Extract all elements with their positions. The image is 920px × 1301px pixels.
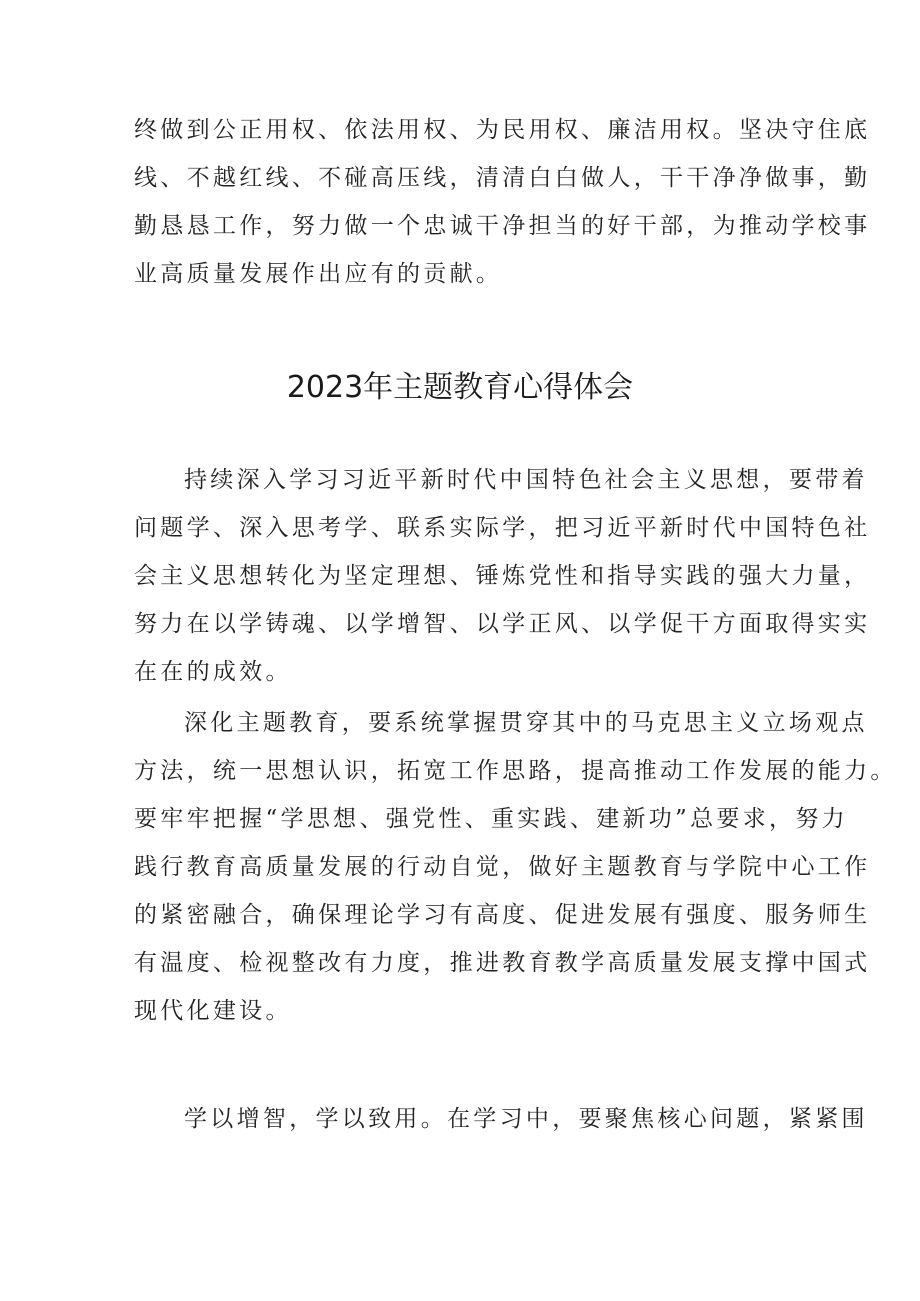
paragraph2-line-3: 要牢牢把握“学思想、强党性、重实践、建新功”总要求，努力: [134, 806, 848, 832]
intro-line-2: 线、不越红线、不碰高压线，清清白白做人，干干净净做事，勤: [134, 165, 871, 191]
paragraph3-line-1: 学以增智，学以致用。在学习中，要聚焦核心问题，紧紧围: [184, 1106, 868, 1132]
document-title: 2023年主题教育心得体会: [286, 370, 634, 405]
intro-line-3: 勤恳恳工作，努力做一个忠诚干净担当的好干部，为推动学校事: [134, 213, 871, 239]
intro-line-4: 业高质量发展作出应有的贡献。: [134, 261, 503, 287]
paragraph2-line-6: 有温度、检视整改有力度，推进教育教学高质量发展支撑中国式: [134, 950, 871, 976]
paragraph2-line-1: 深化主题教育，要系统掌握贯穿其中的马克思主义立场观点: [184, 710, 868, 736]
paragraph2-line-7: 现代化建设。: [134, 998, 292, 1024]
paragraph2-line-2: 方法，统一思想认识，拓宽工作思路，提高推动工作发展的能力。: [134, 758, 897, 784]
paragraph2-line-5: 的紧密融合，确保理论学习有高度、促进发展有强度、服务师生: [134, 902, 871, 928]
intro-line-1: 终做到公正用权、依法用权、为民用权、廉洁用权。坚决守住底: [134, 117, 871, 143]
paragraph1-line-2: 问题学、深入思考学、联系实际学，把习近平新时代中国特色社: [134, 515, 871, 541]
paragraph1-line-3: 会主义思想转化为坚定理想、锤炼党性和指导实践的强大力量，: [134, 563, 871, 589]
paragraph1-line-1: 持续深入学习习近平新时代中国特色社会主义思想，要带着: [184, 467, 868, 493]
paragraph1-line-4: 努力在以学铸魂、以学增智、以学正风、以学促干方面取得实实: [134, 611, 871, 637]
paragraph2-line-4: 践行教育高质量发展的行动自觉，做好主题教育与学院中心工作: [134, 854, 871, 880]
paragraph1-line-5: 在在的成效。: [134, 659, 292, 685]
